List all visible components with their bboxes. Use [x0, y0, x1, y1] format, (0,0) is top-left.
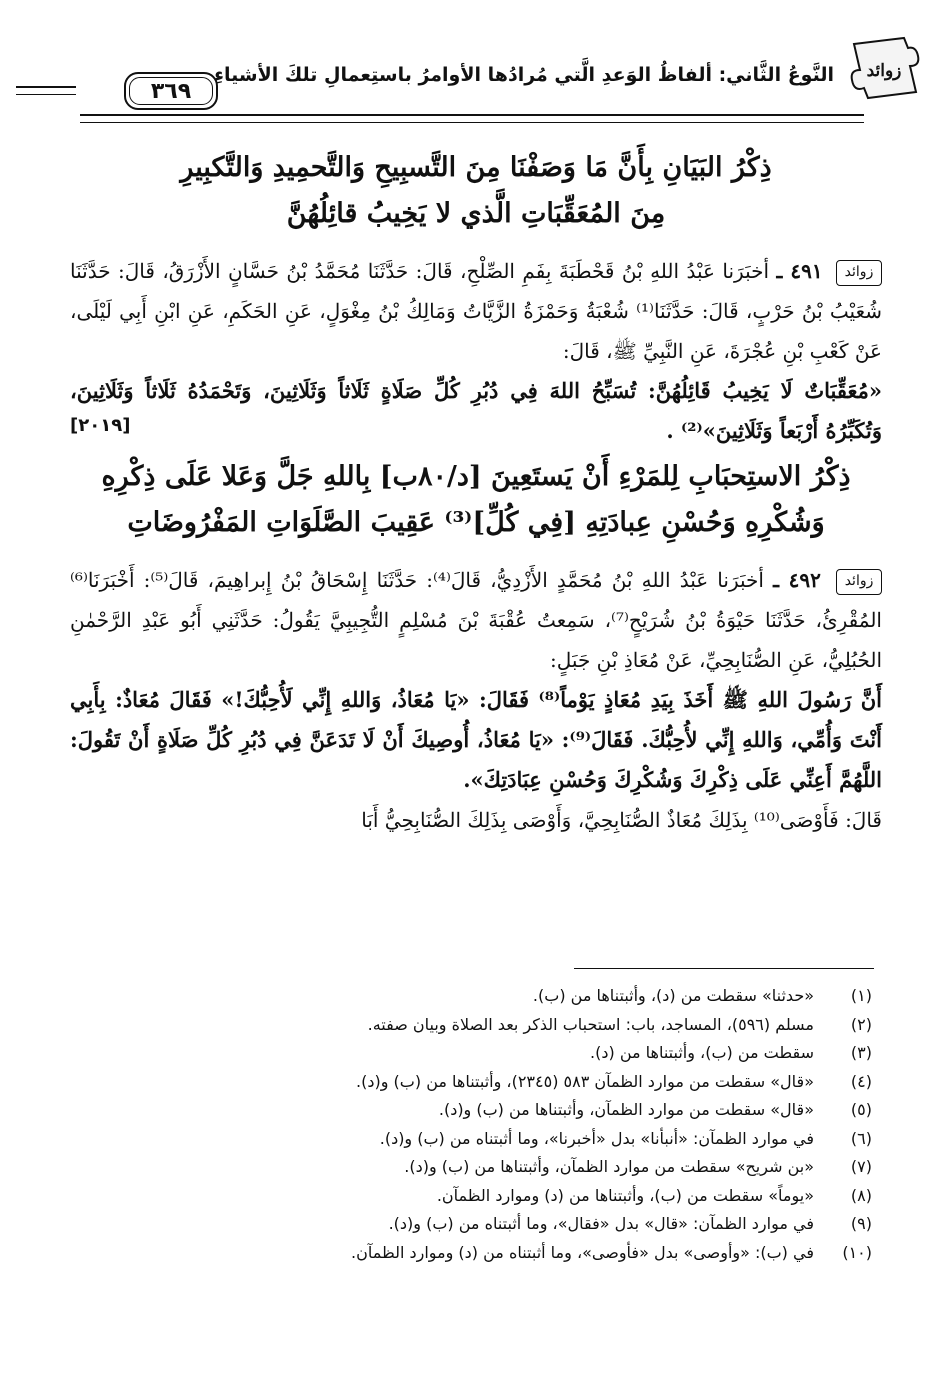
page-body	[70, 145, 882, 840]
chapter-heading-line: ذِكْرُ الاستِحبَابِ لِلمَرْءِ أَنْ يَستَعِينَ [د/٨٠ب] بِاللهِ جَلَّ وَعَلا عَلَى ذِكْرِهِ	[101, 461, 851, 492]
section-492	[70, 454, 882, 840]
section-491	[70, 145, 882, 443]
hadith-continuation: قَالَ: فَأَوْصَى⁽¹⁰⁾ بِذَلِكَ مُعَاذٌ الصُّنَابِحِيَّ، وَأَوْصَى بِذَلِكَ الصُّنَابِحِيُّ أَبَا	[361, 808, 882, 832]
page-header	[80, 28, 944, 118]
footnote: (٤) «قال» سقطت من موارد الظمآن ٥٨٣ (٢٣٤٥)، وأثبتناها من (ب) و(د).	[356, 1071, 872, 1091]
chapter-heading-line: مِنَ المُعَقِّبَاتِ الَّذي لا يَخِيبُ قائِلُهُنَّ	[286, 198, 666, 229]
footnote-separator	[574, 968, 874, 969]
chapter-heading	[70, 454, 882, 546]
zawaid-marker: زوائد	[836, 569, 882, 595]
hadith-reference: [٢٠١٩]	[70, 415, 131, 436]
zawaid-corner-badge	[846, 34, 924, 104]
chapter-heading	[70, 145, 882, 237]
isnad-text: أخبَرَنا عَبْدُ اللهِ بْنُ مُحَمَّدٍ الأَزْدِيُّ، قَالَ⁽⁴⁾: حَدَّثَنَا إِسْحَاقُ بْنُ إِبراهِيمَ، قَالَ⁽⁵⁾: أَخْبَرَنَا⁽⁶⁾ المُقْرِئُ، حَدَّثَنَا حَيْوَةُ بْنُ شُرَيْحٍ⁽⁷⁾، سَمِعتُ عُقْبَةَ بْنَ مُسْلِمٍ التُّجِيبِيَّ يَقُولُ: حَدَّثَنِي أَبُو عَبْدِ الرَّحْمٰنِ الحُبُلِيُّ، عَنِ الصُّنَابِحِيِّ، عَنْ مُعَاذِ بْنِ جَبَلٍ:	[70, 568, 882, 672]
puzzle-badge-icon	[846, 34, 924, 104]
header-rule	[80, 114, 864, 123]
footnote: (٧) «بن شريح» سقطت من موارد الظمآن، وأثبتناها من (ب) و(د).	[404, 1157, 872, 1176]
header-rule-left	[16, 86, 76, 95]
hadith-isnad	[70, 560, 882, 680]
isnad-text: أخبَرَنا عَبْدُ اللهِ بْنُ قَحْطَبَةَ بِفَمِ الصِّلْحِ، قَالَ: حَدَّثَنَا مُحَمَّدُ بْنُ حَسَّانٍ الأَزْرَقُ، قَالَ: حَدَّثَنَا شُعَيْبُ بْنُ حَرْبٍ، قَالَ: حَدَّثَنَا⁽¹⁾ شُعْبَةُ وَحَمْزَةُ الزَّيَّاتُ وَمَالِكُ بْنُ مِغْوَلٍ، عَنِ الحَكَمِ، عَنِ ابْنِ أَبِي لَيْلَى، عَنْ كَعْبِ بْنِ عُجْرَةَ، عَنِ النَّبِيِّ ﷺ، قَالَ:	[70, 259, 882, 363]
chapter-heading-line: ذِكْرُ البَيَانِ بِأَنَّ مَا وَصَفْنَا مِنَ التَّسبِيحِ وَالتَّحمِيدِ وَالتَّكبِيرِ	[180, 152, 772, 183]
footnote: (١) «حدثنا» سقطت من (د)، وأثبتناها من (ب).	[532, 986, 872, 1005]
hadith-matn: «مُعَقِّبَاتٌ لَا يَخِيبُ قَائِلُهُنَّ: تُسَبِّحُ اللهَ فِي دُبُرِ كُلِّ صَلَاةٍ ثَلَاثاً وَثَلَاثِينَ، وَتَحْمَدُهُ ثَلَاثاً وَثَلَاثِينَ، وَتُكَبِّرُهُ أَرْبَعاً وَثَلَاثِينَ»⁽²⁾ .	[70, 378, 882, 443]
hadith-number: ٤٩٢ ـ	[773, 568, 821, 592]
footnote: (٥) «قال» سقطت من موارد الظمآن، وأثبتناها من (ب) و(د).	[438, 1100, 872, 1119]
footnote: (٩) في موارد الظمآن: «قال» بدل «فقال»، وما أثبتناه من (ب) و(د).	[388, 1214, 872, 1233]
footnote: (٨) «يوماً» سقطت من (ب)، وأثبتناها من (د) وموارد الظمآن.	[436, 1185, 872, 1205]
corner-badge-label: زوائد	[866, 61, 902, 81]
hadith-isnad	[70, 251, 882, 371]
hadith-matn: أَنَّ رَسُولَ اللهِ ﷺ أَخَذَ بِيَدِ مُعَاذٍ يَوْماً⁽⁸⁾ فَقَالَ: «يَا مُعَاذُ، وَاللهِ إِنِّي لَأُحِبُّكَ!» فَقَالَ مُعَاذٌ: بِأَبِي أَنْتَ وَأُمِّي، وَاللهِ إِنِّي لأُحِبُّكَ. فَقَالَ⁽⁹⁾: «يَا مُعَاذُ، أُوصِيكَ أَنْ لَا تَدَعَنَّ فِي دُبُرِ كُلِّ صَلَاةٍ أَنْ تَقُولَ: اللَّهُمَّ أَعِنِّي عَلَى ذِكْرِكَ وَشُكْرِكَ وَحُسْنِ عِبَادَتِكَ».	[70, 687, 882, 792]
hadith-number: ٤٩١ ـ	[776, 259, 823, 283]
footnote: (١٠) في (ب): «وأوصى» بدل «فأوصى»، وما أثبتناه من (د) وموارد الظمآن.	[350, 1242, 872, 1262]
page-number: ٣٦٩	[124, 72, 218, 110]
footnote: (٦) في موارد الظمآن: «أنبأنا» بدل «أخبرنا»، وما أثبتناه من (ب) و(د).	[379, 1128, 872, 1148]
footnotes	[72, 982, 872, 1267]
footnote: (٢) مسلم (٥٩٦)، المساجد، باب: استحباب الذكر بعد الصلاة وبيان صفته.	[367, 1014, 872, 1034]
running-title: النَّوعُ الثَّاني: ألفاظُ الوَعدِ الَّتي مُرادُها الأوامرُ باستِعمالِ تلكَ الأشياءِ	[214, 64, 834, 86]
footnote: (٣) سقطت من (ب)، وأثبتناها من (د).	[590, 1043, 872, 1062]
zawaid-marker: زوائد	[836, 260, 882, 286]
chapter-heading-line: وَشُكْرِهِ وَحُسْنِ عِبادَتِهِ [فِي كُلِّ]⁽³⁾ عَقِيبَ الصَّلَوَاتِ المَفْرُوضَاتِ	[127, 507, 825, 538]
